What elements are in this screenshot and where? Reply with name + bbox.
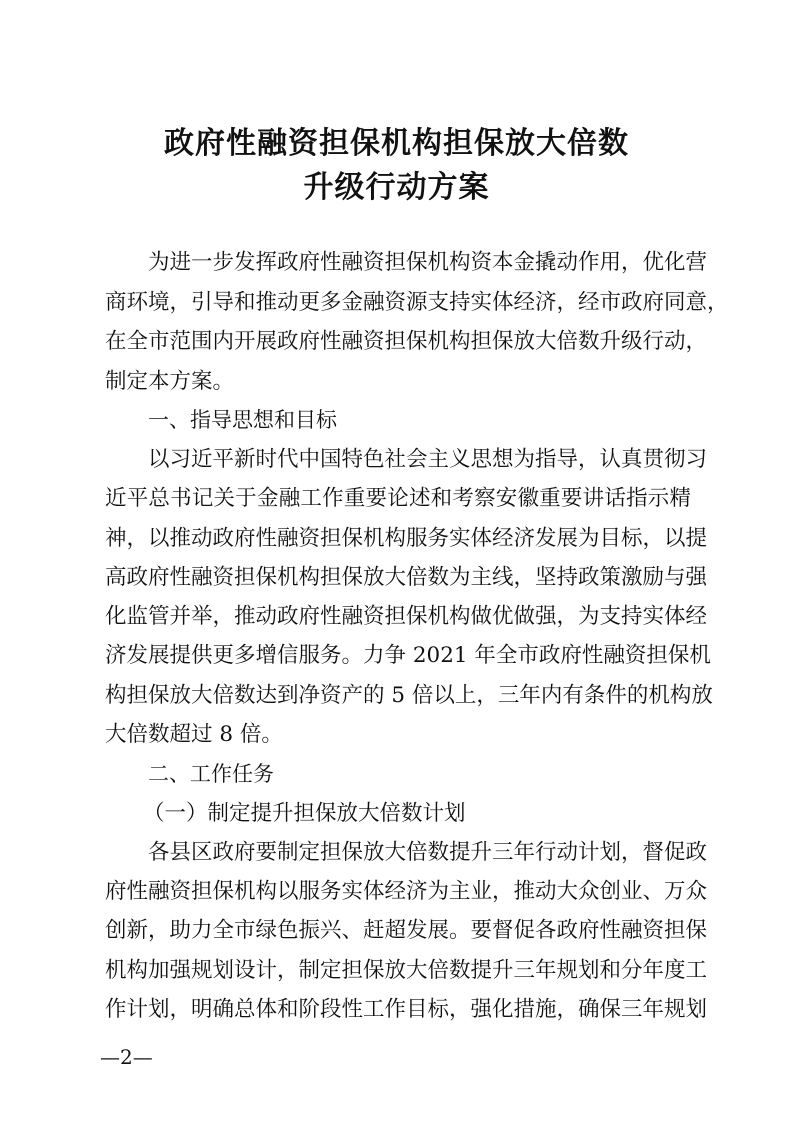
subsection-heading: （一）制定提升担保放大倍数计划 xyxy=(143,801,466,826)
body-line: 构担保放大倍数达到净资产的 5 倍以上，三年内有条件的机构放 xyxy=(105,683,713,708)
body-line: 高政府性融资担保机构担保放大倍数为主线，坚持政策激励与强 xyxy=(105,565,708,590)
page-number: —2— xyxy=(100,1045,153,1069)
body-line: 创新，助力全市绿色振兴、赶超发展。要督促各政府性融资担保 xyxy=(105,918,708,943)
document-title-line-1: 政府性融资担保机构担保放大倍数 xyxy=(164,126,629,161)
section-heading-1: 一、指导思想和目标 xyxy=(148,408,337,432)
intro-line: 制定本方案。 xyxy=(105,369,235,394)
body-line: 以习近平新时代中国特色社会主义思想为指导，认真贯彻习 xyxy=(148,447,708,472)
body-line: 近平总书记关于金融工作重要论述和考察安徽重要讲话指示精 xyxy=(105,486,691,511)
body-line: 机构加强规划设计，制定担保放大倍数提升三年规划和分年度工 xyxy=(105,958,708,983)
body-line: 府性融资担保机构以服务实体经济为主业，推动大众创业、万众 xyxy=(105,879,708,904)
intro-line: 为进一步发挥政府性融资担保机构资本金撬动作用，优化营 xyxy=(148,250,708,275)
body-line: 化监管并举，推动政府性融资担保机构做优做强，为支持实体经 xyxy=(105,604,708,629)
body-line: 神，以推动政府性融资担保机构服务实体经济发展为目标，以提 xyxy=(105,526,708,551)
body-line: 各县区政府要制定担保放大倍数提升三年行动计划，督促政 xyxy=(148,840,708,865)
body-line: 济发展提供更多增信服务。力争 2021 年全市政府性融资担保机 xyxy=(105,643,711,668)
section-heading-2: 二、工作任务 xyxy=(148,762,274,786)
document-title-line-2: 升级行动方案 xyxy=(303,170,490,205)
body-line: 大倍数超过 8 倍。 xyxy=(105,722,283,747)
intro-line: 商环境，引导和推动更多金融资源支持实体经济，经市政府同意， xyxy=(105,290,729,315)
body-line: 作计划，明确总体和阶段性工作目标，强化措施，确保三年规划 xyxy=(105,997,708,1022)
intro-line: 在全市范围内开展政府性融资担保机构担保放大倍数升级行动， xyxy=(105,329,708,354)
